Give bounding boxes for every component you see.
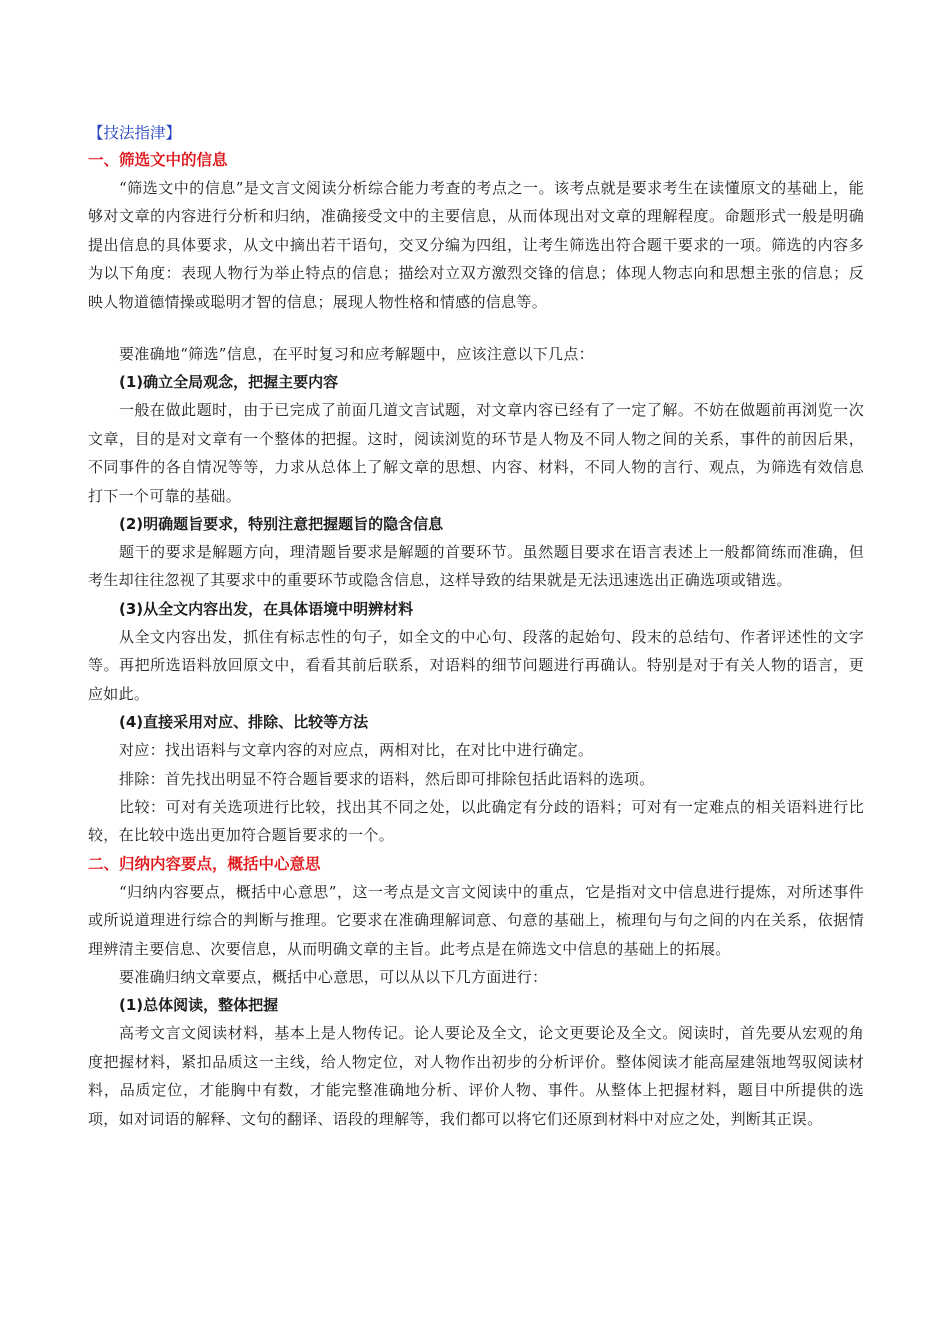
section-tag: 【技法指津】 [88, 124, 182, 142]
point-1-body: 一般在做此题时，由于已完成了前面几道文言试题，对文章内容已经有了一定了解。不妨在做题前再浏览一次文章，目的是对文章有一个整体的把握。这时，阅读浏览的环节是人物及不同人物之间的关系，事件的前因后果，不同事件的各自情况等等，力求从总体上了解文章的思想、内容、材料，不同人物的言行、观点，为筛选有效信息打下一个可靠的基础。 [88, 401, 864, 505]
point-1-heading: (1)确立全局观念，把握主要内容 [119, 373, 339, 392]
point-2-body: 题干的要求是解题方向，理清题旨要求是解题的首要环节。虽然题目要求在语言表述上一般都简练而准确，但考生却往往忽视了其要求中的重要环节或隐含信息，这样导致的结果就是无法迅速选出正确选项或错选。 [88, 543, 864, 590]
section-1-heading: 一、筛选文中的信息 [88, 151, 228, 169]
section-2-intro: “归纳内容要点，概括中心意思”，这一考点是文言文阅读中的重点，它是指对文中信息进行提炼，对所述事件或所说道理进行综合的判断与推理。它要求在准确理解词意、句意的基础上，梳理句与句之间的内在关系，依据情理辨清主要信息、次要信息，从而明确文章的主旨。此考点是在筛选文中信息的基础上的拓展。 [88, 882, 864, 958]
document-page [88, 120, 864, 1133]
point-4-elimination: 排除：首先找出明显不符合题旨要求的语料，然后即可排除包括此语料的选项。 [119, 769, 655, 788]
point-4-heading: (4)直接采用对应、排除、比较等方法 [119, 713, 369, 732]
section-2-heading: 二、归纳内容要点，概括中心意思 [88, 854, 321, 873]
paragraph-gap [88, 316, 864, 340]
point-4-correspondence: 对应：找出语料与文章内容的对应点，两相对比，在对比中进行确定。 [119, 741, 594, 760]
point-3-body: 从全文内容出发，抓住有标志性的句子，如全文的中心句、段落的起始句、段末的总结句、作者评述性的文字等。再把所选语料放回原文中，看看其前后联系，对语料的细节问题进行再确认。特别是对于有关人物的语言，更应如此。 [88, 627, 864, 703]
section-2-point-1-body: 高考文言文阅读材料，基本上是人物传记。论人要论及全文，论文更要论及全文。阅读时，首先要从宏观的角度把握材料，紧扣品质这一主线，给人物定位，对人物作出初步的分析评价。整体阅读才能高屋建瓴地驾驭阅读材料，品质定位，才能胸中有数，才能完整准确地分析、评价人物、事件。从整体上把握材料，题目中所提供的选项，如对词语的解释、文句的翻译、语段的理解等，我们都可以将它们还原到材料中对应之处，判断其正误。 [88, 1024, 864, 1128]
point-4-comparison: 比较：可对有关选项进行比较，找出其不同之处，以此确定有分歧的语料；可对有一定难点的相关语料进行比较，在比较中选出更加符合题旨要求的一个。 [88, 797, 864, 845]
section-2-lead: 要准确归纳文章要点，概括中心意思，可以从以下几方面进行： [119, 967, 548, 986]
point-2-heading: (2)明确题旨要求，特别注意把握题旨的隐含信息 [119, 515, 444, 534]
section-2-point-1-heading: (1)总体阅读，整体把握 [119, 996, 279, 1015]
section-1-intro: “筛选文中的信息”是文言文阅读分析综合能力考查的考点之一。该考点就是要求考生在读懂原文的基础上，能够对文章的内容进行分析和归纳，准确接受文中的主要信息，从而体现出对文章的理解程度。命题形式一般是明确提出信息的具体要求，从文中摘出若干语句，交叉分编为四组，让考生筛选出符合题干要求的一项。筛选的内容多为以下角度：表现人物行为举止特点的信息；描绘对立双方激烈交锋的信息；体现人物志向和思想主张的信息；反映人物道德情操或聪明才智的信息；展现人物性格和情感的信息等。 [88, 179, 864, 311]
section-1-lead: 要准确地“筛选”信息，在平时复习和应考解题中，应该注意以下几点： [119, 345, 594, 364]
point-3-heading: (3)从全文内容出发，在具体语境中明辨材料 [119, 599, 414, 618]
